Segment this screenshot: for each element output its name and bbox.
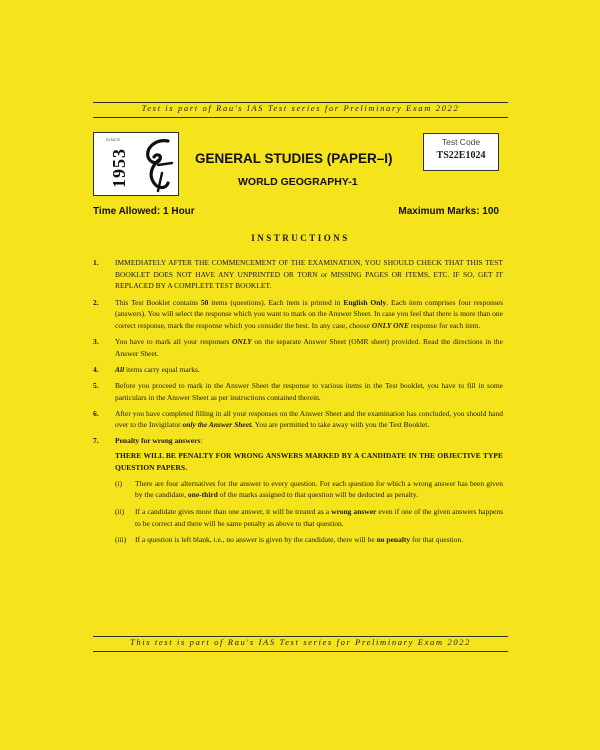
penalty-subitem: (i) There are four alternatives for the answer to every question. For each question for which a wrong answer has been given by the candidate, one-third of the marks assigned to that question will be deducted as penalty. [115,478,503,500]
footer-bottom-rule [93,651,508,652]
logo-year-text: 1953 [109,148,129,188]
paper-subtitle: WORLD GEOGRAPHY-1 [238,176,358,188]
penalty-notice: THERE WILL BE PENALTY FOR WRONG ANSWERS MARKED BY A CANDIDATE IN THE OBJECTIVE TYPE QUESTION PAPERS. [115,451,503,472]
footer-series-text: This test is part of Rau's IAS Test series for Preliminary Exam 2022 [129,637,472,647]
instruction-item: 6. After you have completed filling in all your responses on the Answer Sheet and the examination has concluded, you should hand over to the Invigilator only the Answer Sheet. You are permitted to take away with you the Test Booklet. [93,408,503,430]
instructions-heading: INSTRUCTIONS [251,233,350,243]
logo-since-text: SINCE [106,137,121,142]
test-code-box [423,133,499,171]
instruction-item: 2. This Test Booklet contains 50 items (questions). Each item is printed in English Only. Each item comprises four responses (answers). You will select the response which you want to mark on the Answer Sheet. In case you feel that there is more than one correct response, mark the response which you consider the best. In any case, choose ONLY ONE response for each item. [93,297,503,330]
instruction-item: 4. All items carry equal marks. [93,364,200,374]
penalty-heading: Penalty for wrong answers [115,436,201,446]
time-allowed: Time Allowed: 1 Hour [93,206,195,217]
test-code-value: TS22E1024 [436,150,486,161]
test-code-label: Test Code [441,137,481,147]
paper-title: GENERAL STUDIES (PAPER–I) [195,151,393,166]
header-bottom-rule [93,117,508,118]
instruction-item-penalty: 7. Penalty for wrong answers: THERE WILL BE PENALTY FOR WRONG ANSWERS MARKED BY A CANDIDATE IN THE OBJECTIVE TYPE QUESTION PAPERS. (i) There are four alternatives for the answer to every question. For each question for which a wrong answer has been given by the candidate, one-third of the marks assigned to that question will be deducted as penalty. (ii) If a candidate gives more than one answer, it will be treated as a wrong answer even if one of the given answers happens to be correct and there will be same penalty as above to that question. (iii) If a question is left blank, i.e., no answer is given by the candidate, there will be no penalty for that question. [93,436,503,545]
instruction-item: 1. IMMEDIATELY AFTER THE COMMENCEMENT OF THE EXAMINATION, YOU SHOULD CHECK THAT THIS TEST BOOKLET DOES NOT HAVE ANY UNPRINTED OR TORN or MISSING PAGES OR ITEMS, ETC. IF SO, GET IT REPLACED BY A COMPLETE TEST BOOKLET. [93,258,503,291]
maximum-marks: Maximum Marks: 100 [398,206,499,217]
logo-emblem-icon [138,137,176,193]
penalty-subitem: (ii) If a candidate gives more than one answer, it will be treated as a wrong answer even if one of the given answers happens to be correct and there will be same penalty as above to that question. [115,507,503,528]
instructions-list [93,257,503,551]
header-series-text: Test is part of Rau's IAS Test series for Preliminary Exam 2022 [141,103,460,113]
institute-logo [93,132,179,196]
instruction-item: 3. You have to mark all your responses ONLY on the separate Answer Sheet (OMR sheet) provided. Read the directions in the Answer Sheet. [93,337,503,358]
penalty-subitem: (iii) If a question is left blank, i.e., no answer is given by the candidate, there will be no penalty for that question. [115,535,464,545]
instruction-item: 5. Before you proceed to mark in the Answer Sheet the response to various items in the Test booklet, you have to fill in some particulars in the Answer Sheet as per instructions contained therein. [93,380,503,402]
